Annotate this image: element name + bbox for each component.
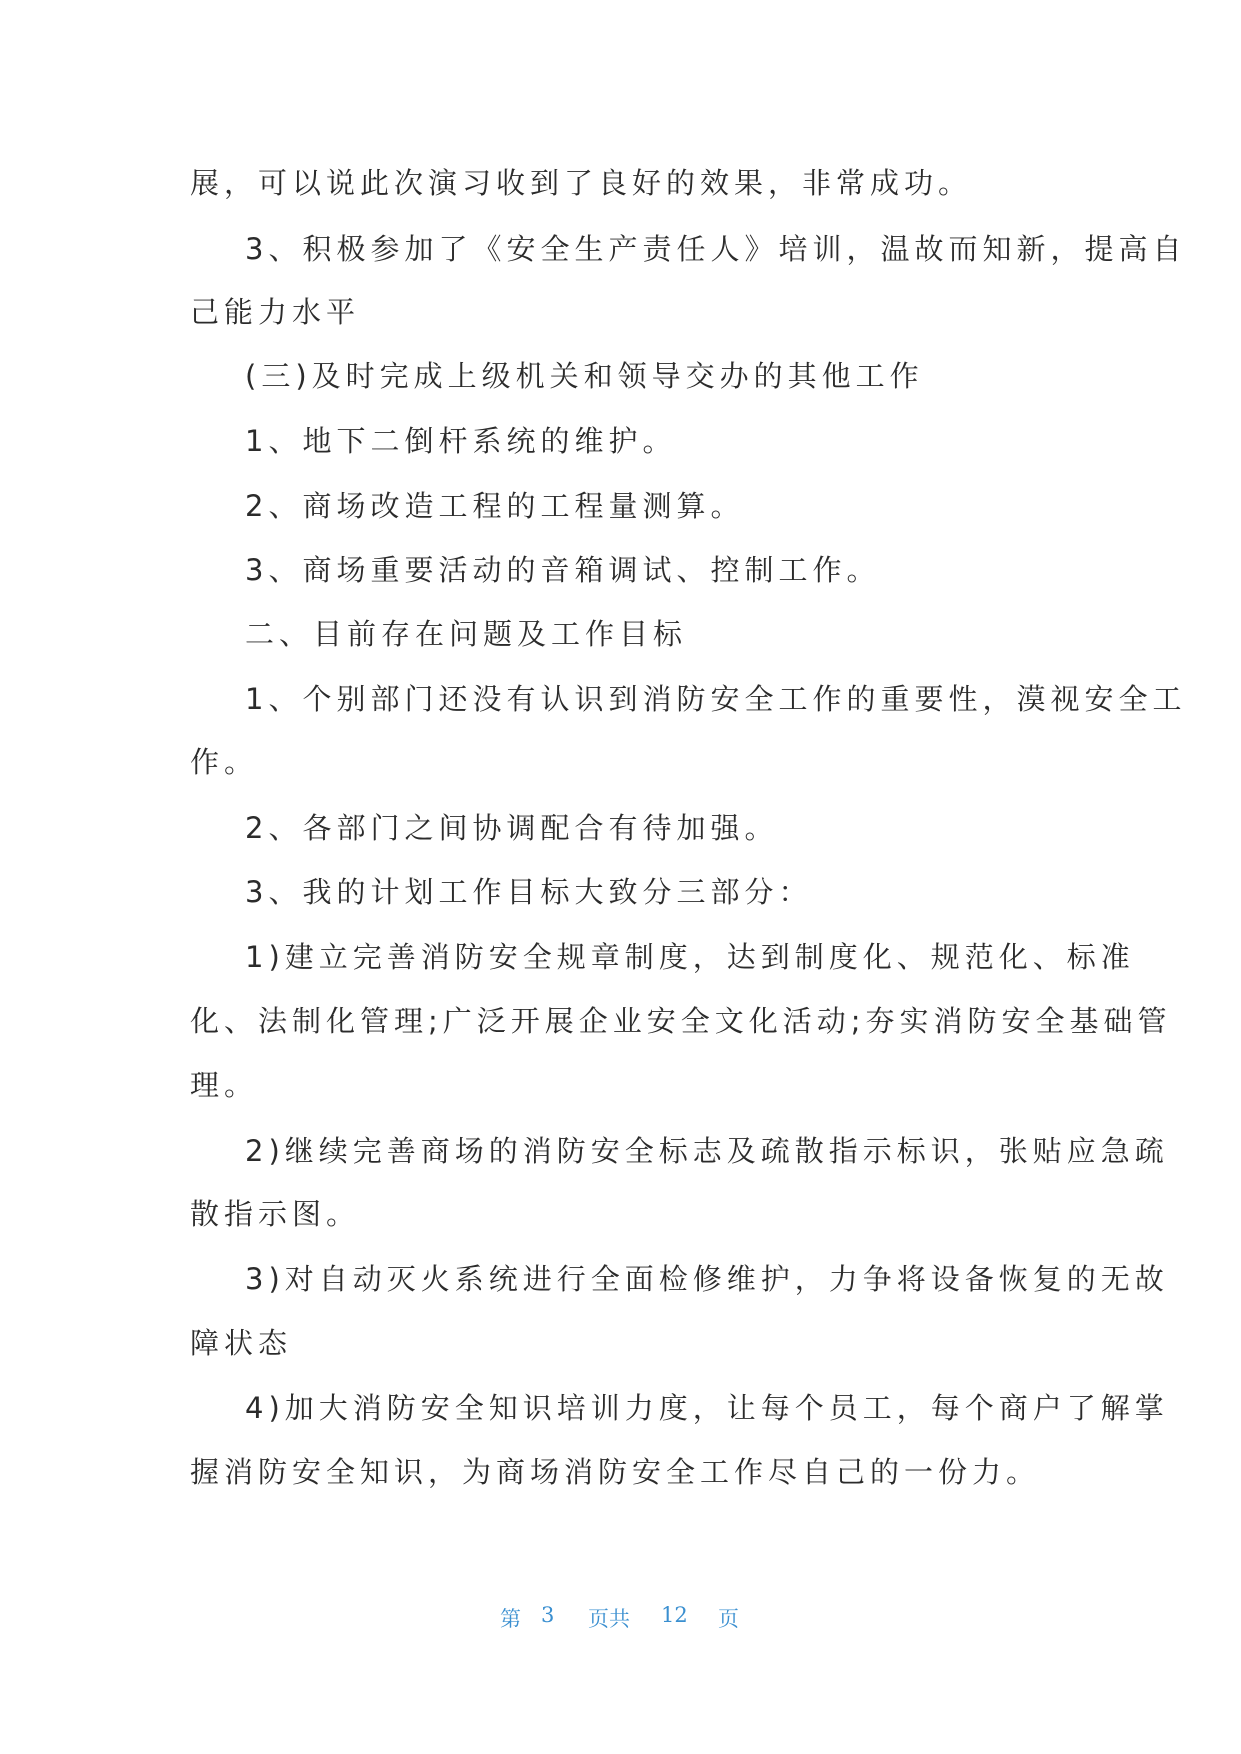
paragraph-line: 握消防安全知识，为商场消防安全工作尽自己的一份力。 <box>190 1455 1041 1489</box>
list-item: 2、商场改造工程的工程量测算。 <box>245 489 745 523</box>
page-label-suffix: 页 <box>718 1607 739 1631</box>
list-item: 2)继续完善商场的消防安全标志及疏散指示标识，张贴应急疏 <box>245 1134 1169 1168</box>
list-item: 4)加大消防安全知识培训力度，让每个员工，每个商户了解掌 <box>245 1391 1169 1425</box>
list-item: 3、商场重要活动的音箱调试、控制工作。 <box>245 553 881 587</box>
list-item: 3、我的计划工作目标大致分三部分： <box>245 875 813 909</box>
list-item: 1、地下二倒杆系统的维护。 <box>245 424 677 458</box>
current-page-number: 3 <box>541 1603 555 1627</box>
section-heading: 二、目前存在问题及工作目标 <box>245 617 688 651</box>
list-item: 1、个别部门还没有认识到消防安全工作的重要性，漠视安全工 <box>245 682 1187 716</box>
paragraph-line: 3、积极参加了《安全生产责任人》培训，温故而知新，提高自 <box>245 232 1187 266</box>
page-label-middle: 页共 <box>588 1607 630 1631</box>
total-pages-number: 12 <box>661 1603 688 1627</box>
list-item: 1)建立完善消防安全规章制度，达到制度化、规范化、标准 <box>245 940 1135 974</box>
paragraph-line: 理。 <box>190 1068 259 1102</box>
section-heading: (三)及时完成上级机关和领导交办的其他工作 <box>245 359 924 393</box>
paragraph-line: 化、法制化管理;广泛开展企业安全文化活动;夯实消防安全基础管 <box>190 1004 1172 1038</box>
page-footer <box>0 1603 1241 1633</box>
paragraph-line: 障状态 <box>190 1326 293 1360</box>
paragraph-line: 己能力水平 <box>190 295 361 329</box>
page-label-prefix: 第 <box>500 1607 521 1631</box>
list-item: 2、各部门之间协调配合有待加强。 <box>245 811 779 845</box>
paragraph-line: 展，可以说此次演习收到了良好的效果，非常成功。 <box>190 166 973 200</box>
list-item: 3)对自动灭火系统进行全面检修维护，力争将设备恢复的无故 <box>245 1262 1169 1296</box>
paragraph-line: 作。 <box>190 745 259 779</box>
paragraph-line: 散指示图。 <box>190 1197 361 1231</box>
